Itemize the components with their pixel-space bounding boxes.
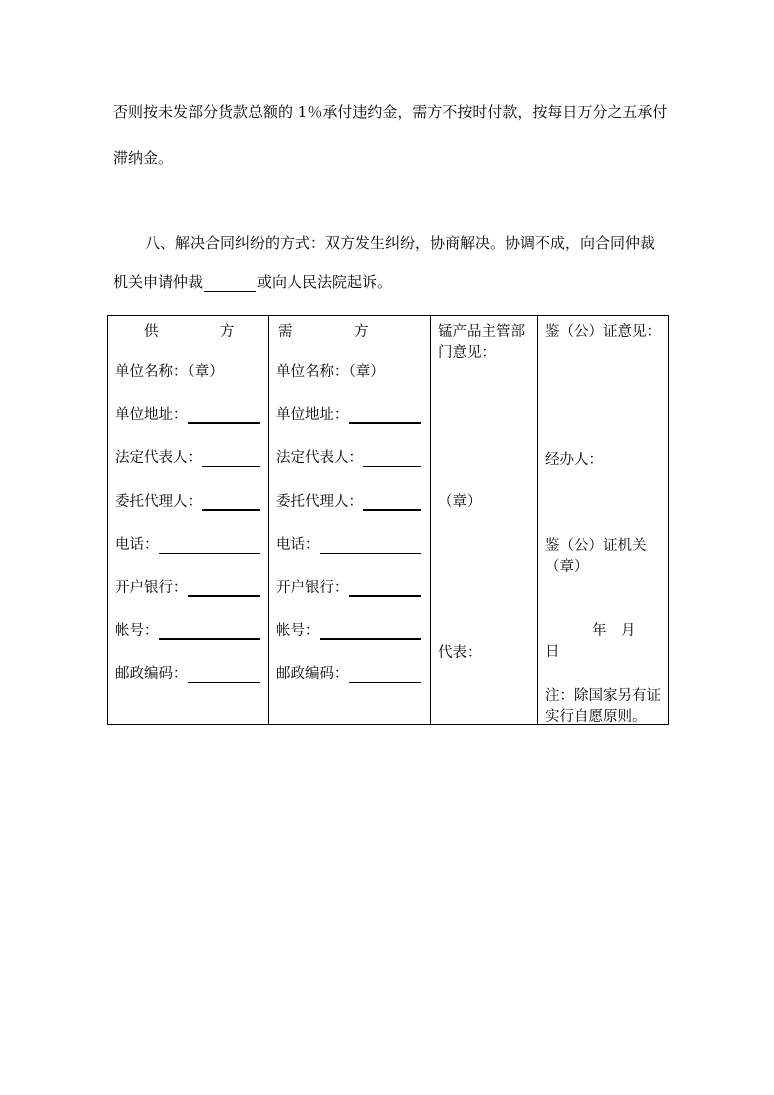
supplier-phone-row <box>115 533 260 554</box>
supplier-bank-label: 开户银行： <box>115 580 188 596</box>
supplier-column <box>108 316 269 725</box>
buyer-postcode-field[interactable] <box>349 667 421 683</box>
signature-table <box>107 315 669 725</box>
buyer-bank-row <box>276 576 421 597</box>
notary-opinion: 鉴（公）证意见： <box>545 324 661 340</box>
arbitration-blank[interactable] <box>204 276 256 292</box>
buyer-unit-address-row <box>276 403 421 424</box>
supplier-account-field[interactable] <box>159 623 260 640</box>
buyer-account-label: 帐号： <box>276 623 320 639</box>
buyer-agent-field[interactable] <box>363 494 421 511</box>
buyer-unit-address-field[interactable] <box>349 407 421 424</box>
supplier-unit-address-row <box>115 403 260 424</box>
buyer-header-b: 方 <box>354 324 369 340</box>
supplier-postcode-row <box>115 662 260 683</box>
notary-column <box>538 316 669 725</box>
authority-opinion-line2: 门意见： <box>438 345 496 361</box>
buyer-bank-label: 开户银行： <box>276 580 349 596</box>
supplier-phone-label: 电话： <box>115 537 159 553</box>
authority-representative: 代表： <box>438 645 482 661</box>
buyer-legal-rep-field[interactable] <box>363 451 421 467</box>
supplier-postcode-label: 邮政编码： <box>115 666 188 682</box>
paragraph-dispute-clause: 八、解决合同纠纷的方式：双方发生纠纷，协商解决。协调不成，向合同仲裁 <box>145 234 656 252</box>
buyer-unit-name: 单位名称：（章） <box>276 364 385 380</box>
buyer-postcode-row <box>276 662 421 683</box>
supplier-agent-label: 委托代理人： <box>115 494 202 510</box>
notary-handler: 经办人： <box>545 452 603 468</box>
notary-office-line2: （章） <box>545 559 589 575</box>
notary-note-line1: 注：除国家另有证 <box>545 688 661 704</box>
paragraph-late-fee: 滞纳金。 <box>113 149 174 167</box>
buyer-phone-field[interactable] <box>320 538 421 554</box>
notary-date-line1: 年 月 <box>592 623 636 639</box>
supplier-bank-field[interactable] <box>188 580 260 597</box>
supplier-account-row <box>115 619 260 640</box>
buyer-phone-row <box>276 533 421 554</box>
buyer-legal-rep-row <box>276 446 421 467</box>
supplier-legal-rep-label: 法定代表人： <box>115 450 202 466</box>
buyer-account-row <box>276 619 421 640</box>
supplier-agent-field[interactable] <box>202 494 260 511</box>
arbitration-text-b: 或向人民法院起诉。 <box>257 273 393 291</box>
paragraph-penalty: 否则按未发部分货款总额的 1％承付违约金，需方不按时付款，按每日万分之五承付 <box>113 103 668 121</box>
notary-date-line2: 日 <box>545 644 560 660</box>
buyer-agent-label: 委托代理人： <box>276 494 363 510</box>
buyer-unit-address-label: 单位地址： <box>276 407 349 423</box>
buyer-phone-label: 电话： <box>276 537 320 553</box>
supplier-legal-rep-field[interactable] <box>202 451 260 467</box>
supplier-header-a: 供 <box>144 324 159 340</box>
authority-seal: （章） <box>438 494 482 510</box>
authority-column <box>431 316 538 725</box>
buyer-header-a: 需 <box>278 324 293 340</box>
arbitration-text-a: 机关申请仲裁 <box>113 273 204 291</box>
notary-note-line2: 实行自愿原则。 <box>545 709 647 725</box>
buyer-agent-row <box>276 490 421 511</box>
supplier-unit-address-label: 单位地址： <box>115 407 188 423</box>
notary-office-line1: 鉴（公）证机关 <box>545 538 647 554</box>
supplier-unit-address-field[interactable] <box>188 407 260 424</box>
supplier-account-label: 帐号： <box>115 623 159 639</box>
supplier-unit-name: 单位名称：（章） <box>115 364 224 380</box>
supplier-bank-row <box>115 576 260 597</box>
supplier-agent-row <box>115 490 260 511</box>
supplier-header-b: 方 <box>220 324 235 340</box>
paragraph-arbitration <box>113 271 774 292</box>
supplier-phone-field[interactable] <box>159 538 260 554</box>
buyer-account-field[interactable] <box>320 623 421 640</box>
authority-opinion-line1: 锰产品主管部 <box>438 324 525 340</box>
buyer-bank-field[interactable] <box>349 580 421 597</box>
buyer-postcode-label: 邮政编码： <box>276 666 349 682</box>
supplier-legal-rep-row <box>115 446 260 467</box>
supplier-postcode-field[interactable] <box>188 667 260 683</box>
buyer-column <box>269 316 431 725</box>
buyer-legal-rep-label: 法定代表人： <box>276 450 363 466</box>
